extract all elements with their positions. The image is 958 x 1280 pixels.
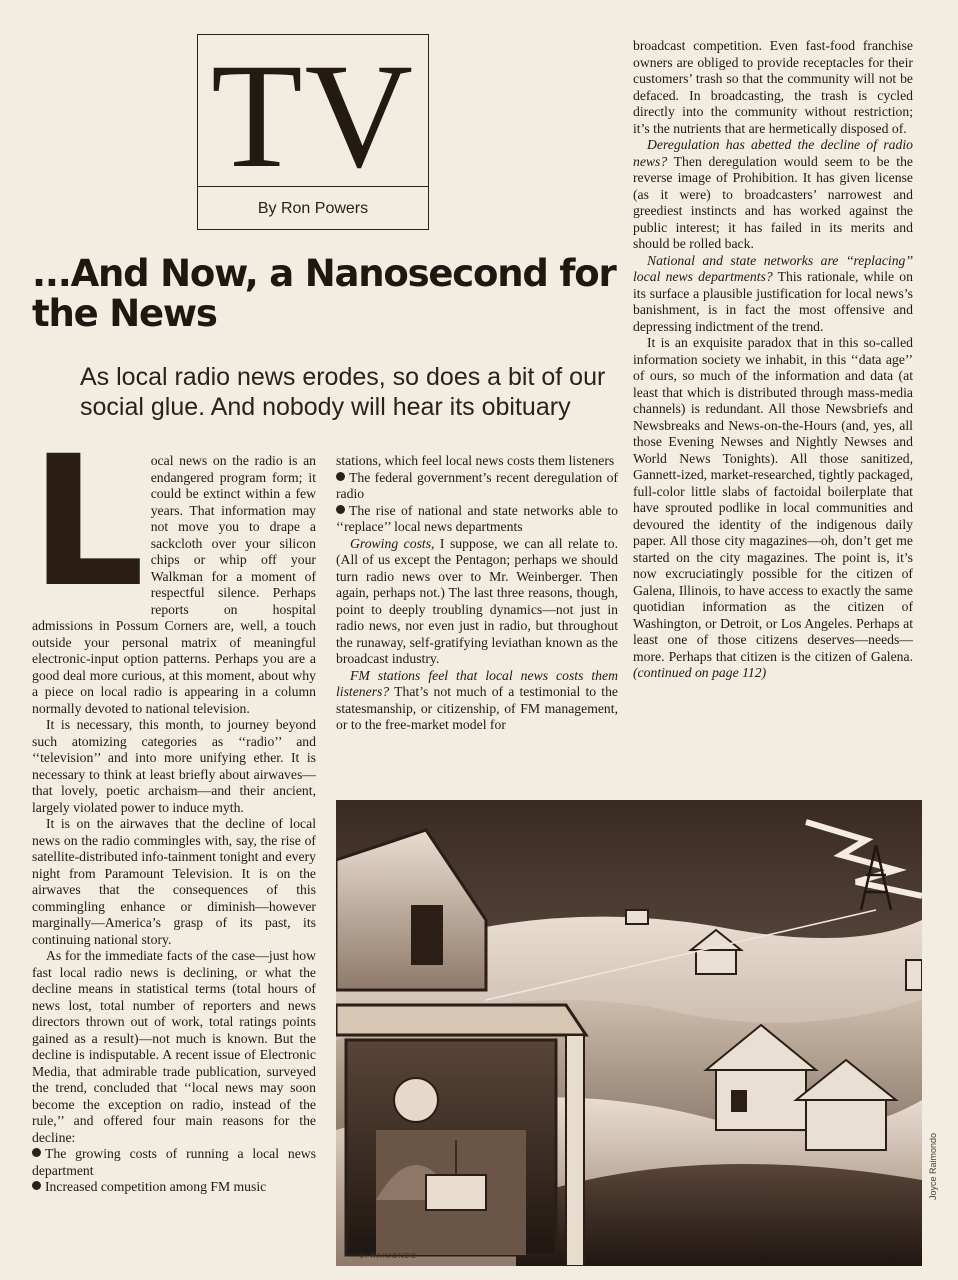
paragraph: It is on the airwaves that the decline of local news on the radio commingles with, say, the rise of satellite-distributed info-tainment tonight and every night from Paramount Television. It is on the airwaves that the consequences of this commingling enhance or diminish—however marginally—America’s grasp of its past, its continuing national story. (32, 816, 316, 947)
article-column-1 (30, 418, 316, 1196)
illustration-credit: Joyce Raimondo (928, 1132, 938, 1200)
bullet-icon (336, 472, 345, 481)
paragraph: As for the immediate facts of the case—just how fast local radio news is declining, or what the decline means in statistical terms (total hours of news lost, total number of reporters and news directors thrown out of work, total ratings points gained as a result)—not much is known. But the decline is indisputable. A recent issue of Electronic Media, that admirable trade publication, surveyed the trend, concluded that ‘‘local news may soon become the exception on radio, instead of the rule,’’ and offered four main reasons for the decline: (32, 948, 316, 1145)
bullet-icon (32, 1181, 41, 1190)
bullet-item: The growing costs of running a local news department (32, 1146, 316, 1178)
bullet-item: Increased competition among FM music (32, 1179, 316, 1196)
article-headline: ...And Now, a Nanosecond for the News (32, 252, 616, 335)
continued-note: (continued on page 112) (633, 665, 767, 680)
bullet-icon (336, 505, 345, 514)
paragraph: FM stations feel that local news costs them listeners? That’s not much of a testimonial to the statesmanship, or citizenship, of FM management, or to the free-market model for (336, 667, 618, 732)
article-column-2 (336, 453, 618, 734)
artist-signature: J. RAIMONDO (360, 1253, 417, 1260)
paragraph: broadcast competition. Even fast-food franchise owners are obliged to provide receptacles for their customers’ trash so that the community will not be defaced. In broadcasting, the trash is cycled directly into the community without restriction; it’s the nutrients that are hermetically disposed of. (633, 38, 913, 136)
paragraph: stations, which feel local news costs them listeners (336, 453, 615, 468)
bullet-item: The rise of national and state networks able to ‘‘replace’’ local news departments (336, 502, 618, 534)
paragraph: Growing costs, I suppose, we can all relate to. (All of us except the Pentagon; perhaps we should turn radio news over to Mr. Weinberger. Then again, perhaps not.) The last three reasons, though, point to deeply troubling dynamics—not just in radio news, nor even just in radio, but throughout the runaway, self-gratifying leviathan known as the broadcast industry. (336, 535, 618, 666)
drop-cap: L (30, 418, 145, 627)
illustration (336, 800, 922, 1266)
masthead-title: TV (211, 33, 415, 199)
paragraph: It is necessary, this month, to journey beyond such atomizing categories as ‘‘radio’’ and ‘‘television’’ and into more unifying ether. It is necessary to think at least briefly about airwaves—that lovely, poetic archaism—and their ancient, largely violated power to induce myth. (32, 717, 316, 815)
paragraph: National and state networks are ‘‘replacing’’ local news departments? This rationale, while on its surface a plausible justification for local news’s banishment, is in fact the most offensive and depressing indictment of the trend. (633, 252, 913, 334)
byline: By Ron Powers (197, 186, 429, 230)
bullet-item: The federal government’s recent deregulation of radio (336, 469, 618, 501)
paragraph: ocal news on the radio is an endangered program form; it could be extinct within a few years. That information may not move you to drape a sackcloth over your silicon chips or whip off your Walkman for a moment of respectful silence. Perhaps reports on hospital admissions in Possum Corners are, well, a touch outside your personal matrix of meaningful electronic-input option patterns. Perhaps you are a good deal more curious, at this moment, about why a piece on local radio is appearing in a column normally devoted to national television. (32, 453, 316, 716)
paragraph: It is an exquisite paradox that in this so-called information society we inhabit, in this ‘‘data age’’ of ours, so much of the information and data (at least that which is distributed through mass-media channels) is redundant. All those Newsbriefs and Newsbreaks and News-on-the-Hours (and, yes, all those Evening Newses and Nightly Newses and World News Tonights). All those sanitized, Gannett-ized, market-researched, tightly packaged, full-color little slabs of factoidal boilerplate that have sprouted podlike in local communities and devoured the identity of the indigenous daily paper. All those city magazines—oh, don’t get me started on the city magazines. The point is, it’s now excruciatingly possible for the citizen of Galena, Illinois, to have access to exactly the same quotidian information as the citizen of Washington, or Detroit, or Los Angeles. Perhaps at least one of those citizens deserves—needs—more. Perhaps that citizen is the citizen of Galena. (continued on page 112) (633, 335, 913, 680)
paragraph: Deregulation has abetted the decline of radio news? Then deregulation would seem to be the reverse image of Prohibition. It has given license (as it were) to broadcasters’ narrowest and greediest instincts and has worked against the public interest; it has failed in its merits and should be rolled back. (633, 137, 913, 251)
article-deck: As local radio news erodes, so does a bit of our social glue. And nobody will hear its obituary (80, 363, 606, 421)
bullet-icon (32, 1148, 41, 1157)
article-column-3 (633, 38, 913, 682)
